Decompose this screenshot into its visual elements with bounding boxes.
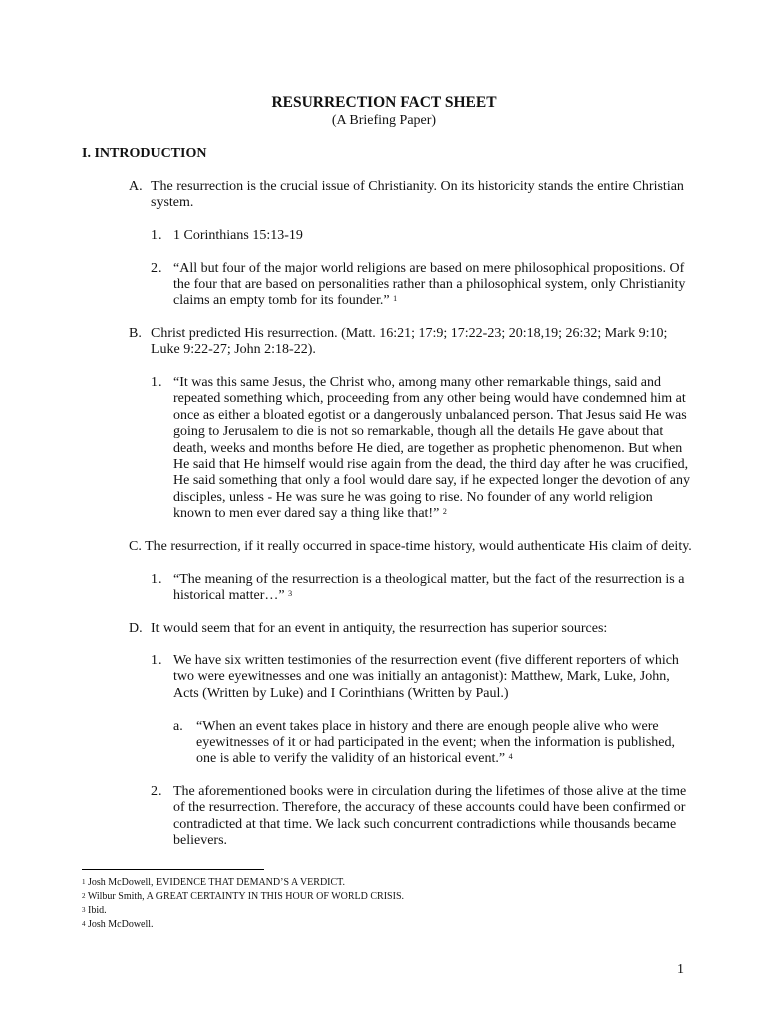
item-line: He said that He himself would rise again from the dead, the third day after he was crucified,	[173, 457, 689, 472]
footnote-ref[interactable]: 1	[393, 294, 398, 303]
item-line: He said something that only a fool would dare say, if he expected longer the devotion of any	[173, 473, 690, 488]
footnote-ref[interactable]: 3	[288, 589, 293, 598]
footnote-number: 4	[82, 920, 86, 928]
item-line: We have six written testimonies of the resurrection event (five different reporters of which	[173, 653, 679, 668]
paragraph-line: Luke 9:22-27; John 2:18-22).	[151, 342, 316, 357]
paragraph-line: The resurrection is the crucial issue of Christianity. On its historicity stands the entire Christian	[151, 179, 684, 194]
paragraph-line: It would seem that for an event in antiquity, the resurrection has superior sources:	[151, 621, 608, 636]
footnote-text: Wilbur Smith, A GREAT CERTAINTY IN THIS HOUR OF WORLD CRISIS.	[87, 891, 405, 902]
item-marker: 1.	[151, 653, 162, 668]
item-line: two were eyewitnesses and one was initially an antagonist): Matthew, Mark, Luke, John,	[173, 669, 670, 684]
footnote	[82, 919, 154, 931]
footnote	[82, 891, 404, 903]
footnote-number: 3	[82, 906, 86, 914]
footnote-text: Ibid.	[88, 905, 107, 916]
footnote-divider	[82, 869, 264, 870]
item-marker: 1.	[151, 572, 162, 587]
item-line: Acts (Written by Luke) and I Corinthians (Written by Paul.)	[173, 686, 509, 701]
paragraph-marker: D.	[129, 621, 143, 636]
item-line: 1 Corinthians 15:13-19	[173, 228, 303, 243]
item-line: disciples, unless - He was sure he was going to rise. No founder of any world religion	[173, 490, 653, 505]
subitem-line: eyewitnesses of it or had participated in the event; when the information is published,	[196, 735, 675, 750]
item-text: claims an empty tomb for its founder.”	[173, 293, 394, 308]
footnote-ref[interactable]: 4	[508, 752, 513, 761]
footnote	[82, 905, 107, 917]
subitem-line	[196, 751, 513, 768]
page-title: RESURRECTION FACT SHEET	[271, 94, 497, 111]
subitem-marker: a.	[173, 719, 183, 734]
page-number: 1	[677, 962, 684, 977]
item-line: contradicted at that time. We lack such concurrent contradictions while thousands became	[173, 817, 677, 832]
item-text: known to men ever dared say a thing like that!”	[173, 506, 443, 521]
footnote-text: Josh McDowell, EVIDENCE THAT DEMAND’S A VERDICT.	[88, 877, 346, 888]
item-line: the four that are based on personalities rather than a philosophical system, only Christianity	[173, 277, 686, 292]
item-marker: 2.	[151, 261, 162, 276]
item-marker: 2.	[151, 784, 162, 799]
item-line: death, weeks and months before He died, are together as prophetic phenomenon. But when	[173, 441, 683, 456]
item-line: “It was this same Jesus, the Christ who, among many other remarkable things, said and	[173, 375, 661, 390]
page-subtitle: (A Briefing Paper)	[331, 113, 437, 128]
footnote-number: 1	[82, 878, 86, 886]
paragraph-marker: B.	[129, 326, 142, 341]
paragraph-line: Christ predicted His resurrection. (Matt. 16:21; 17:9; 17:22-23; 20:18,19; 26:32; Mark 9:10;	[151, 326, 668, 341]
item-marker: 1.	[151, 228, 162, 243]
subitem-text: one is able to verify the validity of an historical event.”	[196, 751, 509, 766]
section-heading: I. INTRODUCTION	[82, 146, 207, 161]
item-line: The aforementioned books were in circulation during the lifetimes of those alive at the time	[173, 784, 687, 799]
paragraph-line: system.	[151, 195, 194, 210]
item-line: repeated something which, proceeding from any other being would have condemned him at	[173, 391, 686, 406]
paragraph-marker: A.	[129, 179, 143, 194]
item-line	[173, 506, 447, 523]
item-line: “The meaning of the resurrection is a theological matter, but the fact of the resurrection is a	[173, 572, 685, 587]
paragraph-line: C. The resurrection, if it really occurred in space-time history, would authenticate His claim of deity.	[129, 539, 692, 554]
footnote-number: 2	[82, 892, 86, 900]
footnote-ref[interactable]: 2	[442, 507, 447, 516]
item-text: historical matter…”	[173, 588, 289, 603]
item-line: “All but four of the major world religions are based on mere philosophical propositions. Of	[173, 261, 685, 276]
item-line: going to Jerusalem to die is not so remarkable, though all the details He gave about that	[173, 424, 664, 439]
footnote	[82, 877, 345, 889]
item-line	[173, 293, 397, 310]
item-line: of the resurrection. Therefore, the accuracy of these accounts could have been confirmed or	[173, 800, 686, 815]
item-line: believers.	[173, 833, 228, 848]
item-line: once as either a bloated egotist or a dangerously unbalanced person. That Jesus said He was	[173, 408, 687, 423]
footnote-text: Josh McDowell.	[88, 919, 154, 930]
item-marker: 1.	[151, 375, 162, 390]
item-line	[173, 588, 292, 605]
subitem-line: “When an event takes place in history and there are enough people alive who were	[196, 719, 659, 734]
